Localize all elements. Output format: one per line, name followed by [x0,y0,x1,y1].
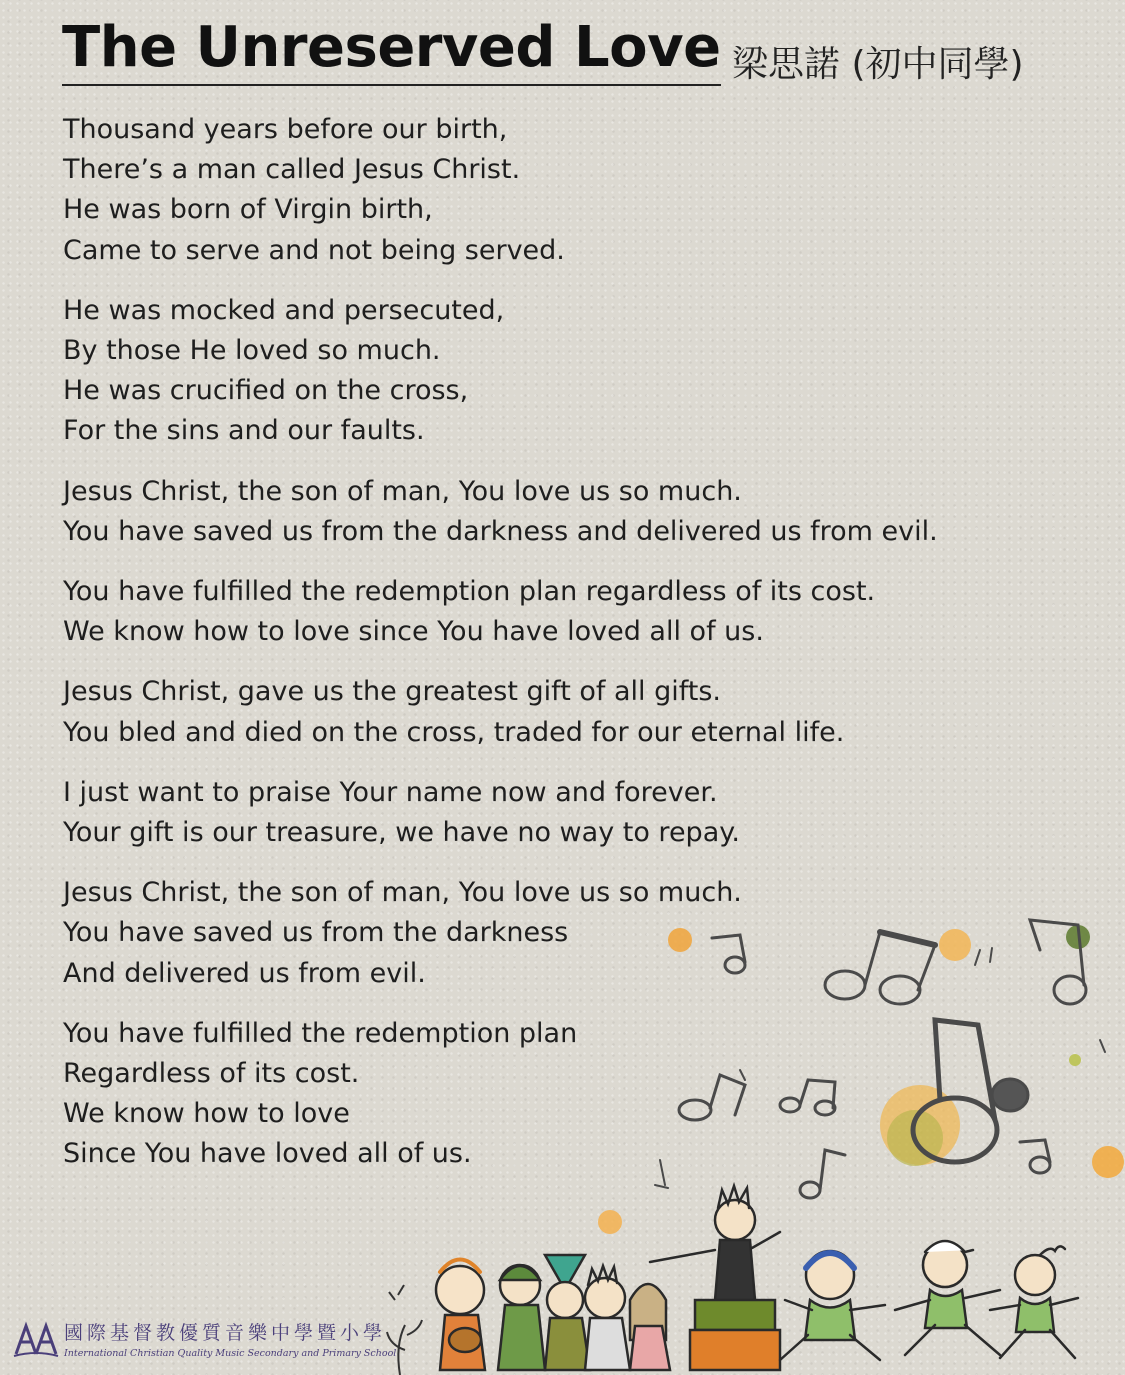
author-name: 梁思諾 (初中同學) [732,44,1024,85]
stanza [63,873,1043,994]
lyric-line: For the sins and our faults. [63,415,425,447]
school-name-chinese: 國際基督教優質音樂中學暨小學 [64,1322,387,1344]
school-name-english: International Christian Quality Music Secondary and Primary School [64,1348,397,1359]
lyric-line: You have saved us from the darkness and delivered us from evil. [63,515,938,547]
page-title: The Unreserved Love [62,14,721,86]
stanza [63,291,1043,452]
lyric-line: Jesus Christ, the son of man, You love us so much. [63,475,742,507]
lyric-line: You have fulfilled the redemption plan [63,1017,578,1049]
plants [387,1285,422,1375]
lyric-line: Your gift is our treasure, we have no way to repay. [63,817,740,849]
lyric-line: By those He loved so much. [63,335,441,367]
lyric-line: Jesus Christ, gave us the greatest gift of all gifts. [63,676,722,708]
cartoon-children [436,1186,1078,1370]
lyric-line: He was born of Virgin birth, [63,194,433,226]
stanza [63,472,1043,552]
lyric-line: He was mocked and persecuted, [63,294,505,326]
lyric-line: Jesus Christ, the son of man, You love us so much. [63,877,742,909]
lyric-line: Since You have loved all of us. [63,1138,472,1170]
lyric-line: I just want to praise Your name now and forever. [63,776,718,808]
lyric-line: You bled and died on the cross, traded for our eternal life. [63,716,845,748]
lyric-line: You have saved us from the darkness [63,917,569,949]
header [62,14,1062,94]
lyric-line: You have fulfilled the redemption plan regardless of its cost. [63,576,876,608]
lyric-line: We know how to love [63,1098,350,1130]
lyric-line: Came to serve and not being served. [63,234,565,266]
lyric-line: There’s a man called Jesus Christ. [63,154,521,186]
stanza [63,1014,1043,1175]
stanza [63,672,1043,752]
lyric-line: He was crucified on the cross, [63,375,469,407]
school-logo-icon [12,1320,60,1360]
lyrics [63,110,1043,1195]
lyric-line: Thousand years before our birth, [63,114,508,145]
lyric-line: Regardless of its cost. [63,1058,360,1090]
lyric-line: And delivered us from evil. [63,957,426,989]
stanza [63,572,1043,652]
lyric-line: We know how to love since You have loved all of us. [63,616,764,648]
stanza [63,110,1043,271]
stanza [63,773,1043,853]
